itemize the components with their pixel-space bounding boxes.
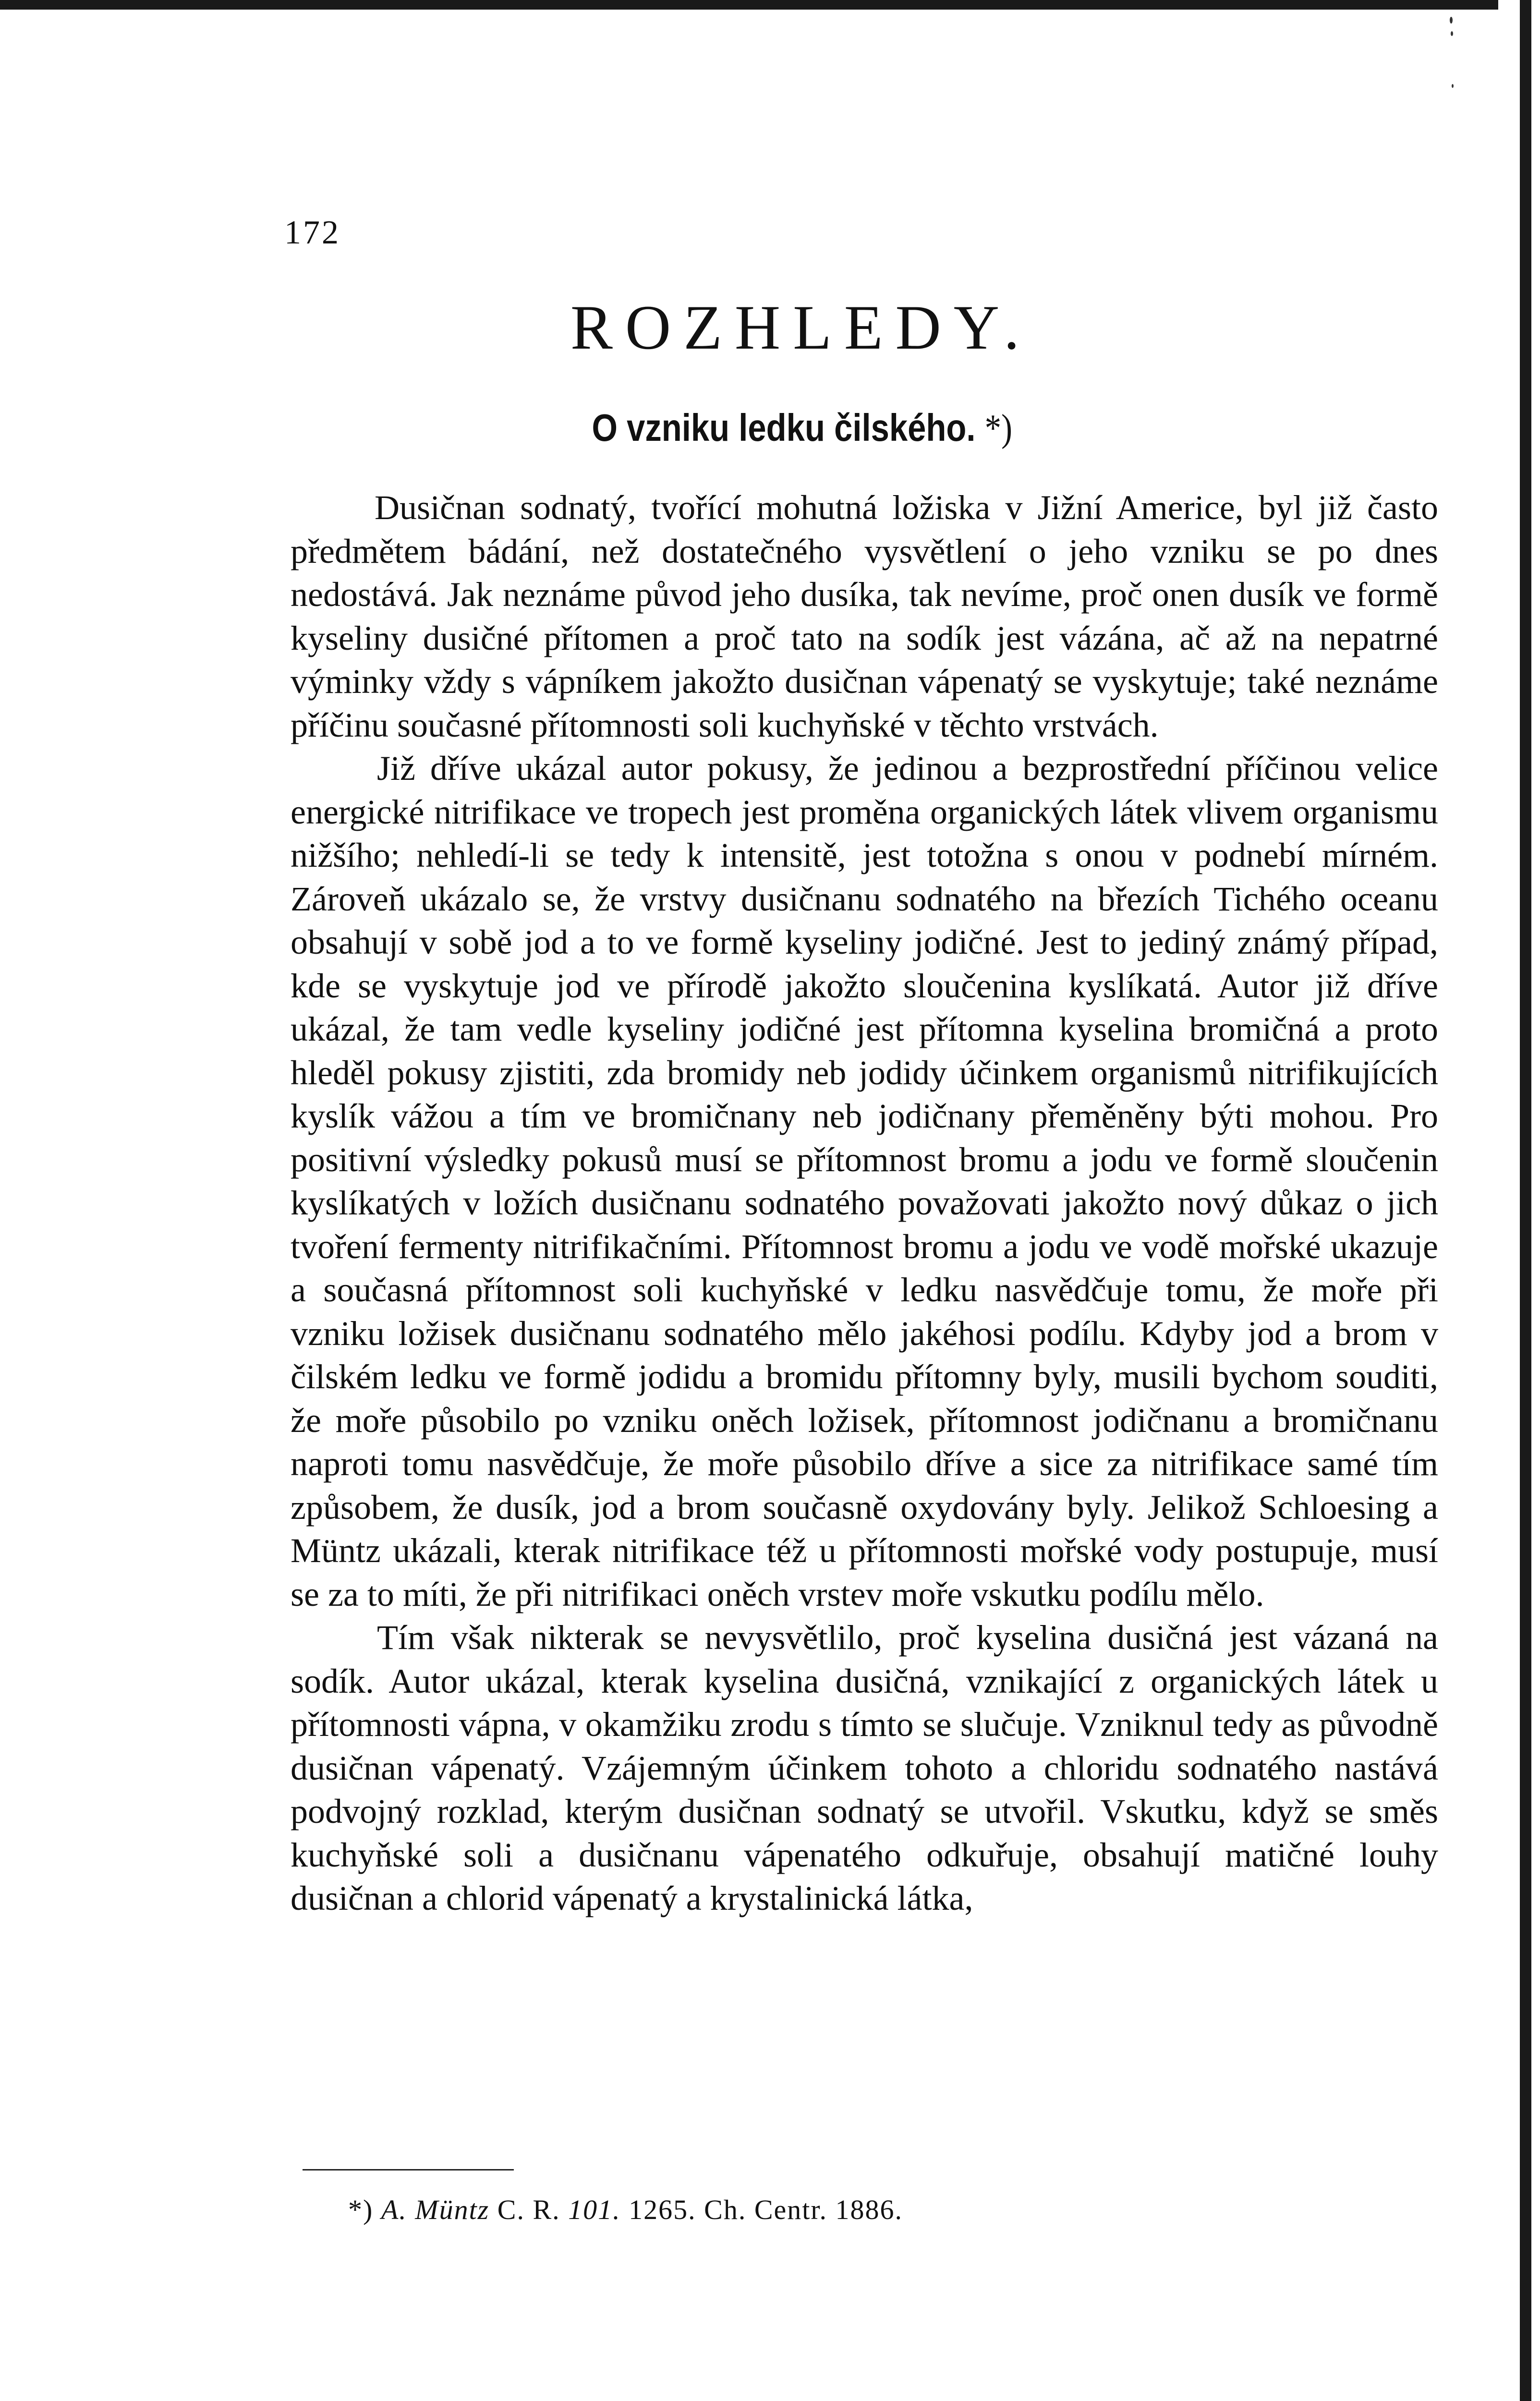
footnote-author: A. Müntz — [381, 2194, 490, 2225]
section-title: ROZHLEDY. — [570, 292, 1032, 363]
footnote-reference-mark: *) — [984, 407, 1012, 449]
article-title-text: O vzniku ledku čilského. — [592, 406, 976, 449]
footnote — [348, 2194, 903, 2226]
footnote-volume: 101. — [568, 2194, 621, 2225]
article-body — [291, 486, 1438, 1920]
scan-specks — [1448, 12, 1462, 98]
footnote-mark: *) — [348, 2194, 374, 2225]
scan-border-top — [0, 0, 1498, 10]
footnote-citation: 1265. Ch. Centr. 1886. — [629, 2194, 903, 2225]
paragraph-1: Dusičnan sodnatý, tvořící mohutná ložiska v Jižní Americe, byl již často předmětem bádání, než dostatečného vysvětlení o jeho vzniku se po dnes nedostává. Jak neznáme původ jeho dusíka, tak nevíme, proč onen dusík ve formě kyseliny dusičné přítomen a proč tato na sodík jest vázána, ač až na nepatrné výminky vždy s vápníkem jakožto dusičnan vápenatý se vyskytuje; také neznáme příčinu současné přítomnosti soli kuchyňské v těchto vrstvách. — [291, 488, 1438, 744]
footnote-journal: C. R. — [497, 2194, 560, 2225]
footnote-divider — [303, 2169, 514, 2171]
page-number: 172 — [284, 214, 340, 251]
paragraph-3: Tím však nikterak se nevysvětlilo, proč kyselina dusičná jest vázaná na sodík. Autor ukázal, kterak kyselina dusičná, vznikající z organických látek u přítomnosti vápna, v okamžiku zrodu s tímto se slučuje. Vzniknul tedy as původně dusičnan vápenatý. Vzájemným účinkem tohoto a chloridu sodnatého nastává podvojný rozklad, kterým dusičnan sodnatý se utvořil. Vskutku, když se směs kuchyňské soli a dusičnanu vápenatého odkuřuje, obsahují matičné louhy dusičnan a chlorid vápenatý a krystalinická látka, — [291, 1618, 1438, 1917]
paragraph-2: Již dříve ukázal autor pokusy, že jedinou a bezprostřední příčinou velice energické nitrifikace ve tropech jest proměna organických látek vlivem organismu nižšího; nehledí-li se tedy k intensitě, jest totožna s onou v podnebí mírném. Zároveň ukázalo se, že vrstvy dusičnanu sodnatého na březích Tichého oceanu obsahují v sobě jod a to ve formě kyseliny jodičné. Jest to jediný známý případ, kde se vyskytuje jod ve přírodě jakožto sloučenina kyslíkatá. Autor již dříve ukázal, že tam vedle kyseliny jodičné jest přítomna kyselina bromičná a proto hleděl pokusy zjistiti, zda bromidy neb jodidy účinkem organismů nitrifikujících kyslík vážou a tím ve bromičnany neb jodičnany přeměněny býti mohou. Pro positivní výsledky pokusů musí se přítomnost bromu a jodu ve formě sloučenin kyslíkatých v ložích dusičnanu sodnatého považovati jakožto nový důkaz o jich tvoření fermenty nitrifikačními. Přítomnost bromu a jodu ve vodě mořské ukazuje a současná přítomnost soli kuchyňské v ledku nasvědčuje tomu, že moře při vzniku ložisek dusičnanu sodnatého mělo jakéhosi podílu. Kdyby jod a brom v čilském ledku ve formě jodidu a bromidu přítomny byly, musili bychom souditi, že moře působilo po vzniku oněch ložisek, přítomnost jodičnanu a bromičnanu naproti tomu nasvědčuje, že moře působilo dříve a sice za nitrifikace samé tím způsobem, že dusík, jod a brom současně oxydovány byly. Jelikož Schloesing a Müntz ukázali, kterak nitrifikace též u přítomnosti mořské vody postupuje, musí se za to míti, že při nitrifikaci oněch vrstev moře vskutku podílu mělo. — [291, 749, 1438, 1613]
article-title — [111, 406, 1435, 450]
